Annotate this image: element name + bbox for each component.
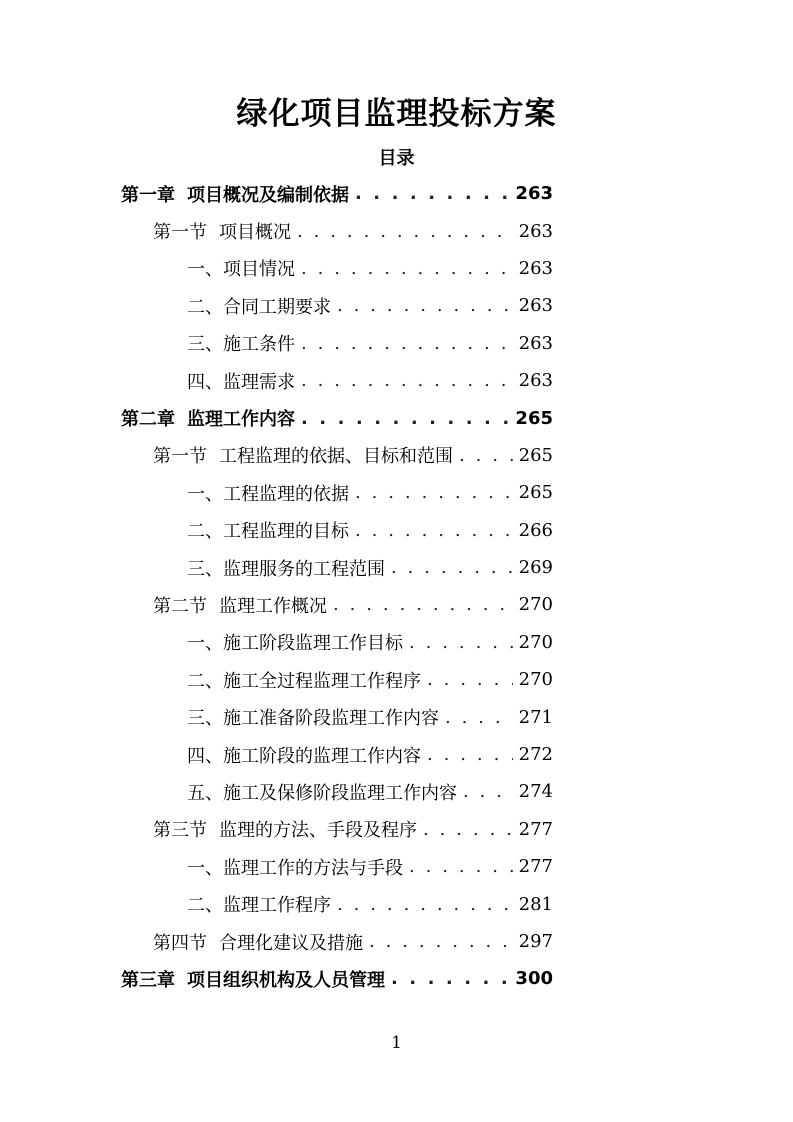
toc-page-number: 277 (518, 818, 553, 840)
toc-entry-title (187, 854, 403, 880)
toc-page-number: 263 (518, 220, 553, 242)
toc-entry-text: 合理化建议及措施 (219, 932, 363, 954)
toc-entry-text: 二、监理工作程序 (187, 895, 331, 917)
toc-entry-label: 第三章 (121, 969, 175, 991)
dot-leader (391, 968, 509, 989)
toc-section-entry[interactable] (0, 923, 673, 960)
toc-entry-title (187, 704, 439, 730)
toc-entry-title (187, 779, 457, 805)
toc-subsection-entry[interactable] (0, 325, 673, 362)
page-number: 1 (391, 1033, 402, 1053)
toc-entry-title (121, 181, 349, 207)
toc-section-entry[interactable] (0, 811, 673, 848)
dot-leader (333, 594, 513, 615)
toc-entry-title (187, 629, 403, 655)
toc-page-number: 266 (518, 519, 553, 541)
dot-leader (391, 557, 513, 578)
toc-chapter-entry[interactable] (0, 175, 673, 212)
toc-chapter-entry[interactable] (0, 960, 673, 997)
toc-entry-title (153, 218, 291, 244)
toc-entry-text: 四、施工阶段的监理工作内容 (187, 745, 421, 767)
toc-entry-title (187, 667, 421, 693)
dot-leader (337, 295, 513, 316)
toc-page-number: 269 (518, 557, 553, 579)
toc-entry-text: 监理工作内容 (187, 409, 295, 431)
toc-page-number: 263 (518, 370, 553, 392)
toc-entry-text: 项目概况 (219, 222, 291, 244)
toc-entry-text: 三、施工条件 (187, 334, 295, 356)
dot-leader (427, 744, 513, 765)
toc-entry-label: 第一节 (153, 446, 207, 468)
toc-entry-text: 五、施工及保修阶段监理工作内容 (187, 782, 457, 804)
toc-entry-title (153, 592, 327, 618)
dot-leader (301, 408, 509, 429)
toc-entry-text: 二、施工全过程监理工作程序 (187, 670, 421, 692)
toc-page-number: 281 (518, 893, 553, 915)
toc-entry-title (187, 555, 385, 581)
toc-entry-title (187, 517, 349, 543)
dot-leader (355, 183, 509, 204)
toc-section-entry[interactable] (0, 437, 673, 474)
toc-page-number: 272 (518, 744, 553, 766)
toc-subsection-entry[interactable] (0, 661, 673, 698)
toc-subsection-entry[interactable] (0, 736, 673, 773)
dot-leader (355, 482, 513, 503)
dot-leader (409, 632, 513, 653)
dot-leader (355, 520, 513, 541)
toc-entry-title (187, 255, 295, 281)
dot-leader (463, 781, 513, 802)
toc-entry-label: 第三节 (153, 820, 207, 842)
toc-section-entry[interactable] (0, 586, 673, 623)
toc-heading: 目录 (378, 148, 415, 169)
dot-leader (409, 856, 513, 877)
toc-entry-text: 二、工程监理的目标 (187, 521, 349, 543)
toc-subsection-entry[interactable] (0, 698, 673, 735)
toc-entry-title (187, 368, 295, 394)
toc-page-number: 263 (515, 183, 553, 205)
toc-entry-text: 一、施工阶段监理工作目标 (187, 633, 403, 655)
toc-entry-text: 项目组织机构及人员管理 (187, 969, 385, 991)
toc-subsection-entry[interactable] (0, 512, 673, 549)
toc-subsection-entry[interactable] (0, 848, 673, 885)
toc-entry-title (187, 293, 331, 319)
toc-entry-text: 三、施工准备阶段监理工作内容 (187, 708, 439, 730)
toc-page-number: 265 (518, 482, 553, 504)
toc-section-entry[interactable] (0, 212, 673, 249)
toc-entry-text: 二、合同工期要求 (187, 296, 331, 318)
toc-entry-title (187, 891, 331, 917)
toc-entry-text: 四、监理需求 (187, 371, 295, 393)
toc-entry-text: 一、监理工作的方法与手段 (187, 857, 403, 879)
toc-subsection-entry[interactable] (0, 885, 673, 922)
dot-leader (297, 221, 513, 242)
toc-entry-title (153, 929, 363, 955)
toc-entry-title (121, 966, 385, 992)
toc-subsection-entry[interactable] (0, 624, 673, 661)
toc-entry-text: 监理的方法、手段及程序 (219, 820, 417, 842)
toc-page-number: 270 (518, 669, 553, 691)
toc-page-number: 271 (518, 706, 553, 728)
toc-entry-text: 工程监理的依据、目标和范围 (219, 446, 453, 468)
toc-subsection-entry[interactable] (0, 362, 673, 399)
toc-entry-label: 第四节 (153, 932, 207, 954)
toc-page-number: 263 (518, 257, 553, 279)
toc-chapter-entry[interactable] (0, 399, 673, 436)
dot-leader (301, 258, 513, 279)
toc-page-number: 263 (518, 295, 553, 317)
dot-leader (459, 445, 513, 466)
toc-entry-label: 第二章 (121, 409, 175, 431)
document-title: 绿化项目监理投标方案 (236, 96, 557, 132)
toc-page-number: 270 (518, 594, 553, 616)
toc-entry-title (153, 816, 417, 842)
toc-entry-title (187, 742, 421, 768)
toc-subsection-entry[interactable] (0, 549, 673, 586)
toc-entry-title (153, 442, 453, 468)
toc-page-number: 265 (515, 407, 553, 429)
table-of-contents (0, 175, 793, 998)
toc-page-number: 263 (518, 332, 553, 354)
toc-entry-label: 第二节 (153, 595, 207, 617)
toc-page-number: 274 (518, 781, 553, 803)
dot-leader (445, 707, 513, 728)
toc-page-number: 297 (518, 931, 553, 952)
toc-entry-text: 监理工作概况 (219, 595, 327, 617)
toc-entry-text: 一、工程监理的依据 (187, 483, 349, 505)
toc-page-number: 265 (518, 444, 553, 466)
toc-entry-label: 第一章 (121, 184, 175, 206)
dot-leader (369, 931, 513, 952)
toc-entry-title (121, 405, 295, 431)
toc-page-number: 270 (518, 631, 553, 653)
toc-subsection-entry[interactable] (0, 773, 673, 810)
dot-leader (301, 370, 513, 391)
toc-entry-title (187, 330, 295, 356)
toc-entry-text: 项目概况及编制依据 (187, 184, 349, 206)
dot-leader (427, 669, 513, 690)
toc-entry-title (187, 480, 349, 506)
toc-entry-text: 三、监理服务的工程范围 (187, 558, 385, 580)
toc-subsection-entry[interactable] (0, 474, 673, 511)
toc-page-number: 277 (518, 856, 553, 878)
toc-entry-label: 第一节 (153, 222, 207, 244)
dot-leader (423, 819, 513, 840)
toc-page-number: 300 (515, 968, 553, 990)
toc-subsection-entry[interactable] (0, 287, 673, 324)
dot-leader (337, 894, 513, 915)
toc-subsection-entry[interactable] (0, 250, 673, 287)
dot-leader (301, 333, 513, 354)
toc-entry-text: 一、项目情况 (187, 259, 295, 281)
